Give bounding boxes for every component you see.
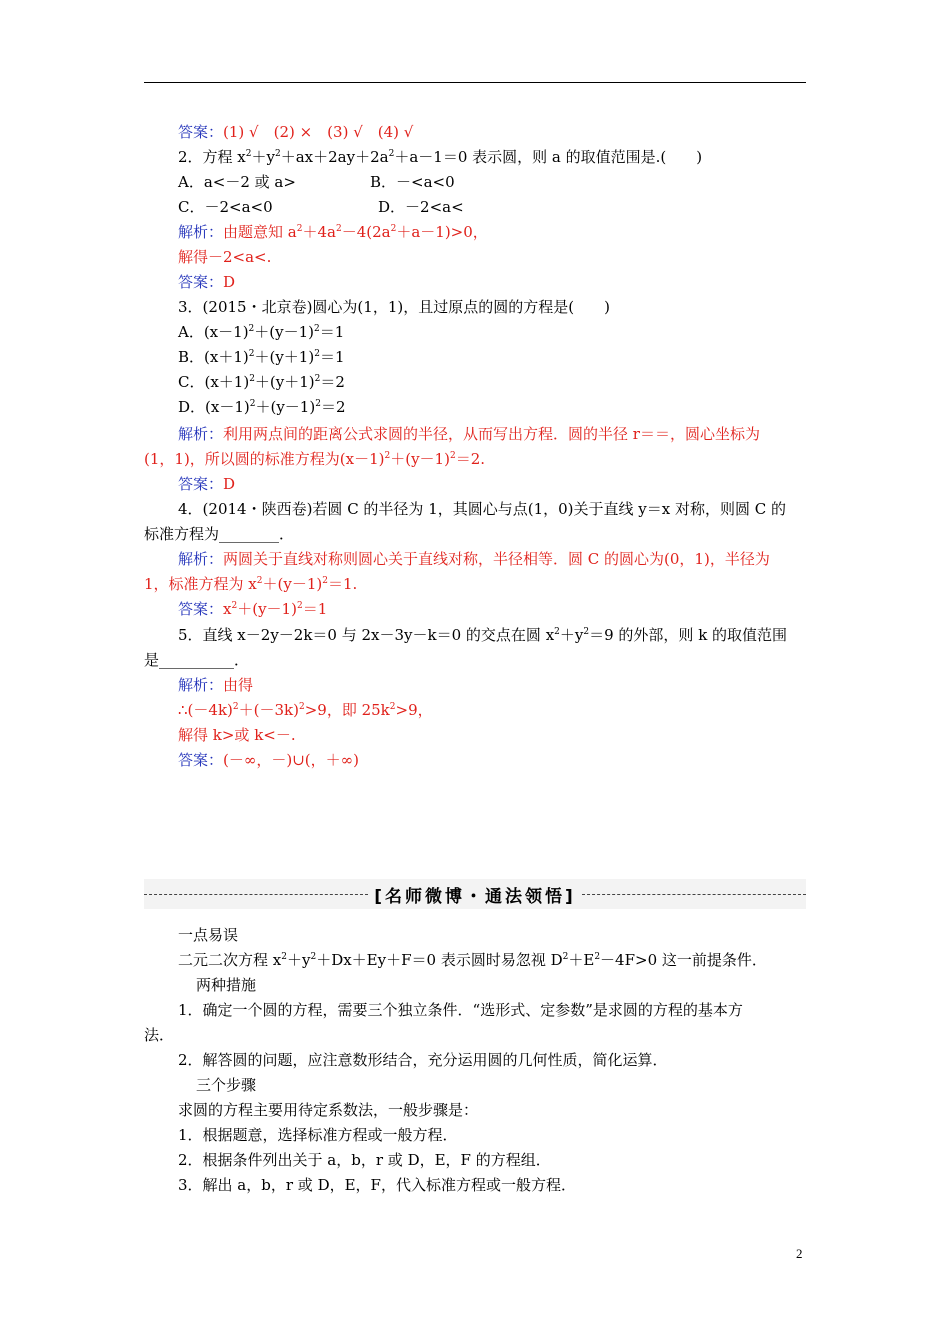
text-fragment <box>223 600 327 618</box>
text-fragment: ＋(y－1) <box>254 323 315 341</box>
text-fragment: ＝2 <box>320 398 346 416</box>
superscript-2: 2 <box>298 702 305 712</box>
text-fragment: D．(x－1) <box>178 398 250 416</box>
text-fragment: >9，即 25k <box>304 701 390 719</box>
text-fragment: －4(2a <box>341 223 391 241</box>
text-fragment: ＋Dx＋Ey＋F＝0 表示圆时易忽视 D <box>316 951 563 969</box>
superscript-2: 2 <box>249 399 256 409</box>
q3-option-c <box>144 372 806 392</box>
superscript-2: 2 <box>256 576 263 586</box>
text-fragment: A．(x－1) <box>178 323 249 341</box>
text-fragment: >9， <box>395 701 433 719</box>
superscript-2: 2 <box>389 702 396 712</box>
text-fragment: ＋E <box>568 951 595 969</box>
q3-analysis <box>144 424 806 444</box>
tips-para-2: 1．确定一个圆的方程，需要三个独立条件．“选形式、定参数”是求圆的方程的基本方 <box>178 1001 743 1019</box>
tips-step-3: 3．解出 a，b，r 或 D，E，F，代入标准方程或一般方程． <box>178 1176 576 1194</box>
text-fragment: ＋y <box>286 951 311 969</box>
tips-heading-2: 两种措施 <box>196 976 257 994</box>
tips-step-1: 1．根据题意，选择标准方程或一般方程． <box>178 1126 458 1144</box>
superscript-2: 2 <box>281 952 287 962</box>
text-fragment: 5．直线 x－2y－2k＝0 与 2x－3y－k＝0 的交点在圆 x <box>178 626 555 644</box>
banner-dash-left <box>144 894 368 895</box>
text-fragment: (－∞，－)∪(，＋∞) <box>223 751 359 769</box>
text-fragment: B．－<a<0 <box>370 173 455 191</box>
text-fragment: C．－2<a<0 <box>178 198 273 216</box>
text-fragment: 二元二次方程 x <box>178 951 282 969</box>
tips-para-2-cont: 法． <box>144 1026 175 1044</box>
text-fragment: ＋(y＋1) <box>254 373 315 391</box>
text-fragment: ＋a－1＝0 表示圆，则 a 的取值范围是.( ) <box>394 148 703 166</box>
text-fragment: C．(x＋1) <box>178 373 250 391</box>
q4-stem-cont: 标准方程为________． <box>144 525 295 543</box>
text-fragment: ＋y <box>251 148 275 166</box>
q3-option-a <box>144 322 806 342</box>
superscript-2: 2 <box>554 627 560 637</box>
superscript-2: 2 <box>314 324 320 334</box>
superscript-2: 2 <box>314 349 320 359</box>
text-fragment: ＝2. <box>455 450 486 468</box>
header-rule <box>144 82 806 83</box>
text-fragment: 由得 <box>223 676 254 694</box>
superscript-2: 2 <box>449 451 456 461</box>
tips-step-2: 2．根据条件列出关于 a，b，r 或 D，E，F 的方程组． <box>178 1151 551 1169</box>
text-fragment: 1，标准方程为 x <box>144 575 257 593</box>
text-fragment: ∴(－4k) <box>178 701 233 719</box>
text-fragment: ＝2 <box>320 373 345 391</box>
text-fragment: 答案： <box>178 273 224 291</box>
text-fragment: ＝1 <box>319 323 345 341</box>
banner-dash-right <box>582 894 806 895</box>
q2-analysis <box>144 222 806 242</box>
text-fragment: ＋(y－1) <box>237 600 297 618</box>
superscript-2: 2 <box>583 627 590 637</box>
tips-heading-1: 一点易误 <box>178 926 239 944</box>
text-fragment: ＋(y－1) <box>262 575 323 593</box>
text-fragment: D <box>223 273 236 291</box>
q5-answer <box>144 750 806 770</box>
q4-stem: 4．(2014・陕西卷)若圆 C 的半径为 1，其圆心与点(1，0)关于直线 y＝x 对称，则圆 C 的 <box>178 500 787 518</box>
text-fragment: x <box>223 600 232 618</box>
text-fragment: 2．方程 x <box>178 148 246 166</box>
text-fragment: 解析： <box>178 425 224 443</box>
text-fragment: 答案： <box>178 600 224 618</box>
q5-analysis <box>144 675 806 695</box>
text-fragment: 答案： <box>178 475 224 493</box>
superscript-2: 2 <box>388 149 395 159</box>
q2-options-ab <box>144 172 806 192</box>
superscript-2: 2 <box>231 601 238 611</box>
superscript-2: 2 <box>248 324 255 334</box>
superscript-2: 2 <box>322 576 328 586</box>
text-fragment: A．a<－2 或 a> <box>178 173 296 191</box>
q3-answer <box>144 474 806 494</box>
q2-answer <box>144 272 806 292</box>
q3-option-d <box>144 397 806 417</box>
tips-para-3: 2．解答圆的问题，应注意数形结合，充分运用圆的几何性质，简化运算． <box>178 1051 668 1069</box>
superscript-2: 2 <box>296 601 303 611</box>
tips-para-4: 求圆的方程主要用待定系数法，一般步骤是： <box>178 1101 479 1119</box>
q5-analysis-step <box>144 700 806 720</box>
text-fragment: －4F>0 这一前提条件． <box>600 951 767 969</box>
text-fragment: ＋y <box>559 626 584 644</box>
text-fragment: 由题意知 a <box>223 223 297 241</box>
q4-answer <box>144 599 806 619</box>
q3-option-b <box>144 347 806 367</box>
superscript-2: 2 <box>314 374 321 384</box>
superscript-2: 2 <box>594 952 601 962</box>
text-fragment: ＋(－3k) <box>238 701 299 719</box>
text-fragment: ＋(y＋1) <box>254 348 315 366</box>
superscript-2: 2 <box>275 149 281 159</box>
text-fragment: ＝9 的外部，则 k 的取值范围 <box>589 626 788 644</box>
text-fragment: ＋a－1)>0， <box>396 223 488 241</box>
text-fragment: ＋ax＋2ay＋2a <box>280 148 389 166</box>
superscript-2: 2 <box>296 224 303 234</box>
q4-analysis-cont <box>144 574 806 594</box>
superscript-2: 2 <box>310 952 317 962</box>
superscript-2: 2 <box>315 399 321 409</box>
page-number: 2 <box>796 1246 803 1261</box>
text-fragment: ＋(y－1) <box>390 450 450 468</box>
section-banner <box>144 879 806 909</box>
superscript-2: 2 <box>245 149 252 159</box>
text-fragment: ＝1 <box>302 600 328 618</box>
q3-stem: 3．(2015・北京卷)圆心为(1，1)，且过原点的圆的方程是( ) <box>178 298 610 316</box>
q2-stem <box>144 147 806 167</box>
superscript-2: 2 <box>384 451 391 461</box>
superscript-2: 2 <box>562 952 569 962</box>
text-fragment: 解析： <box>178 223 224 241</box>
superscript-2: 2 <box>232 702 239 712</box>
text-fragment: ＋(y－1) <box>255 398 316 416</box>
text-fragment: ＝1. <box>327 575 358 593</box>
text-fragment: (1) √ (2) × (3) √ (4) √ <box>223 123 414 141</box>
tips-heading-3: 三个步骤 <box>196 1076 257 1094</box>
text-fragment: 答案： <box>178 123 224 141</box>
text-fragment: (1，1)，所以圆的标准方程为(x－1) <box>144 450 385 468</box>
q1-answer <box>144 122 806 142</box>
tips-para-1 <box>144 950 806 970</box>
text-fragment: ＝1 <box>319 348 345 366</box>
q5-stem-cont: 是__________． <box>144 651 250 669</box>
text-fragment: B．(x＋1) <box>178 348 249 366</box>
banner-title: [名师微博・通法领悟] <box>374 886 576 907</box>
text-fragment: 解析： <box>178 550 224 568</box>
text-fragment: D．－2<a< <box>378 198 464 216</box>
text-fragment: ＋4a <box>302 223 336 241</box>
q3-analysis-cont <box>144 449 806 469</box>
q4-analysis <box>144 549 806 569</box>
text-fragment: 两圆关于直线对称则圆心关于直线对称，半径相等．圆 C 的圆心为(0，1)，半径为 <box>223 550 770 568</box>
superscript-2: 2 <box>248 349 255 359</box>
text-fragment: 答案： <box>178 751 224 769</box>
text-fragment: D <box>223 475 236 493</box>
q5-stem <box>144 625 806 645</box>
superscript-2: 2 <box>249 374 255 384</box>
text-fragment: 利用两点间的距离公式求圆的半径，从而写出方程．圆的半径 r＝＝，圆心坐标为 <box>223 425 760 443</box>
superscript-2: 2 <box>335 224 342 234</box>
text-fragment: 解析： <box>178 676 224 694</box>
q2-options-cd <box>144 197 806 217</box>
q2-analysis-result: 解得－2<a<. <box>178 248 272 266</box>
superscript-2: 2 <box>390 224 397 234</box>
q5-analysis-result: 解得 k>或 k<－. <box>178 726 296 744</box>
